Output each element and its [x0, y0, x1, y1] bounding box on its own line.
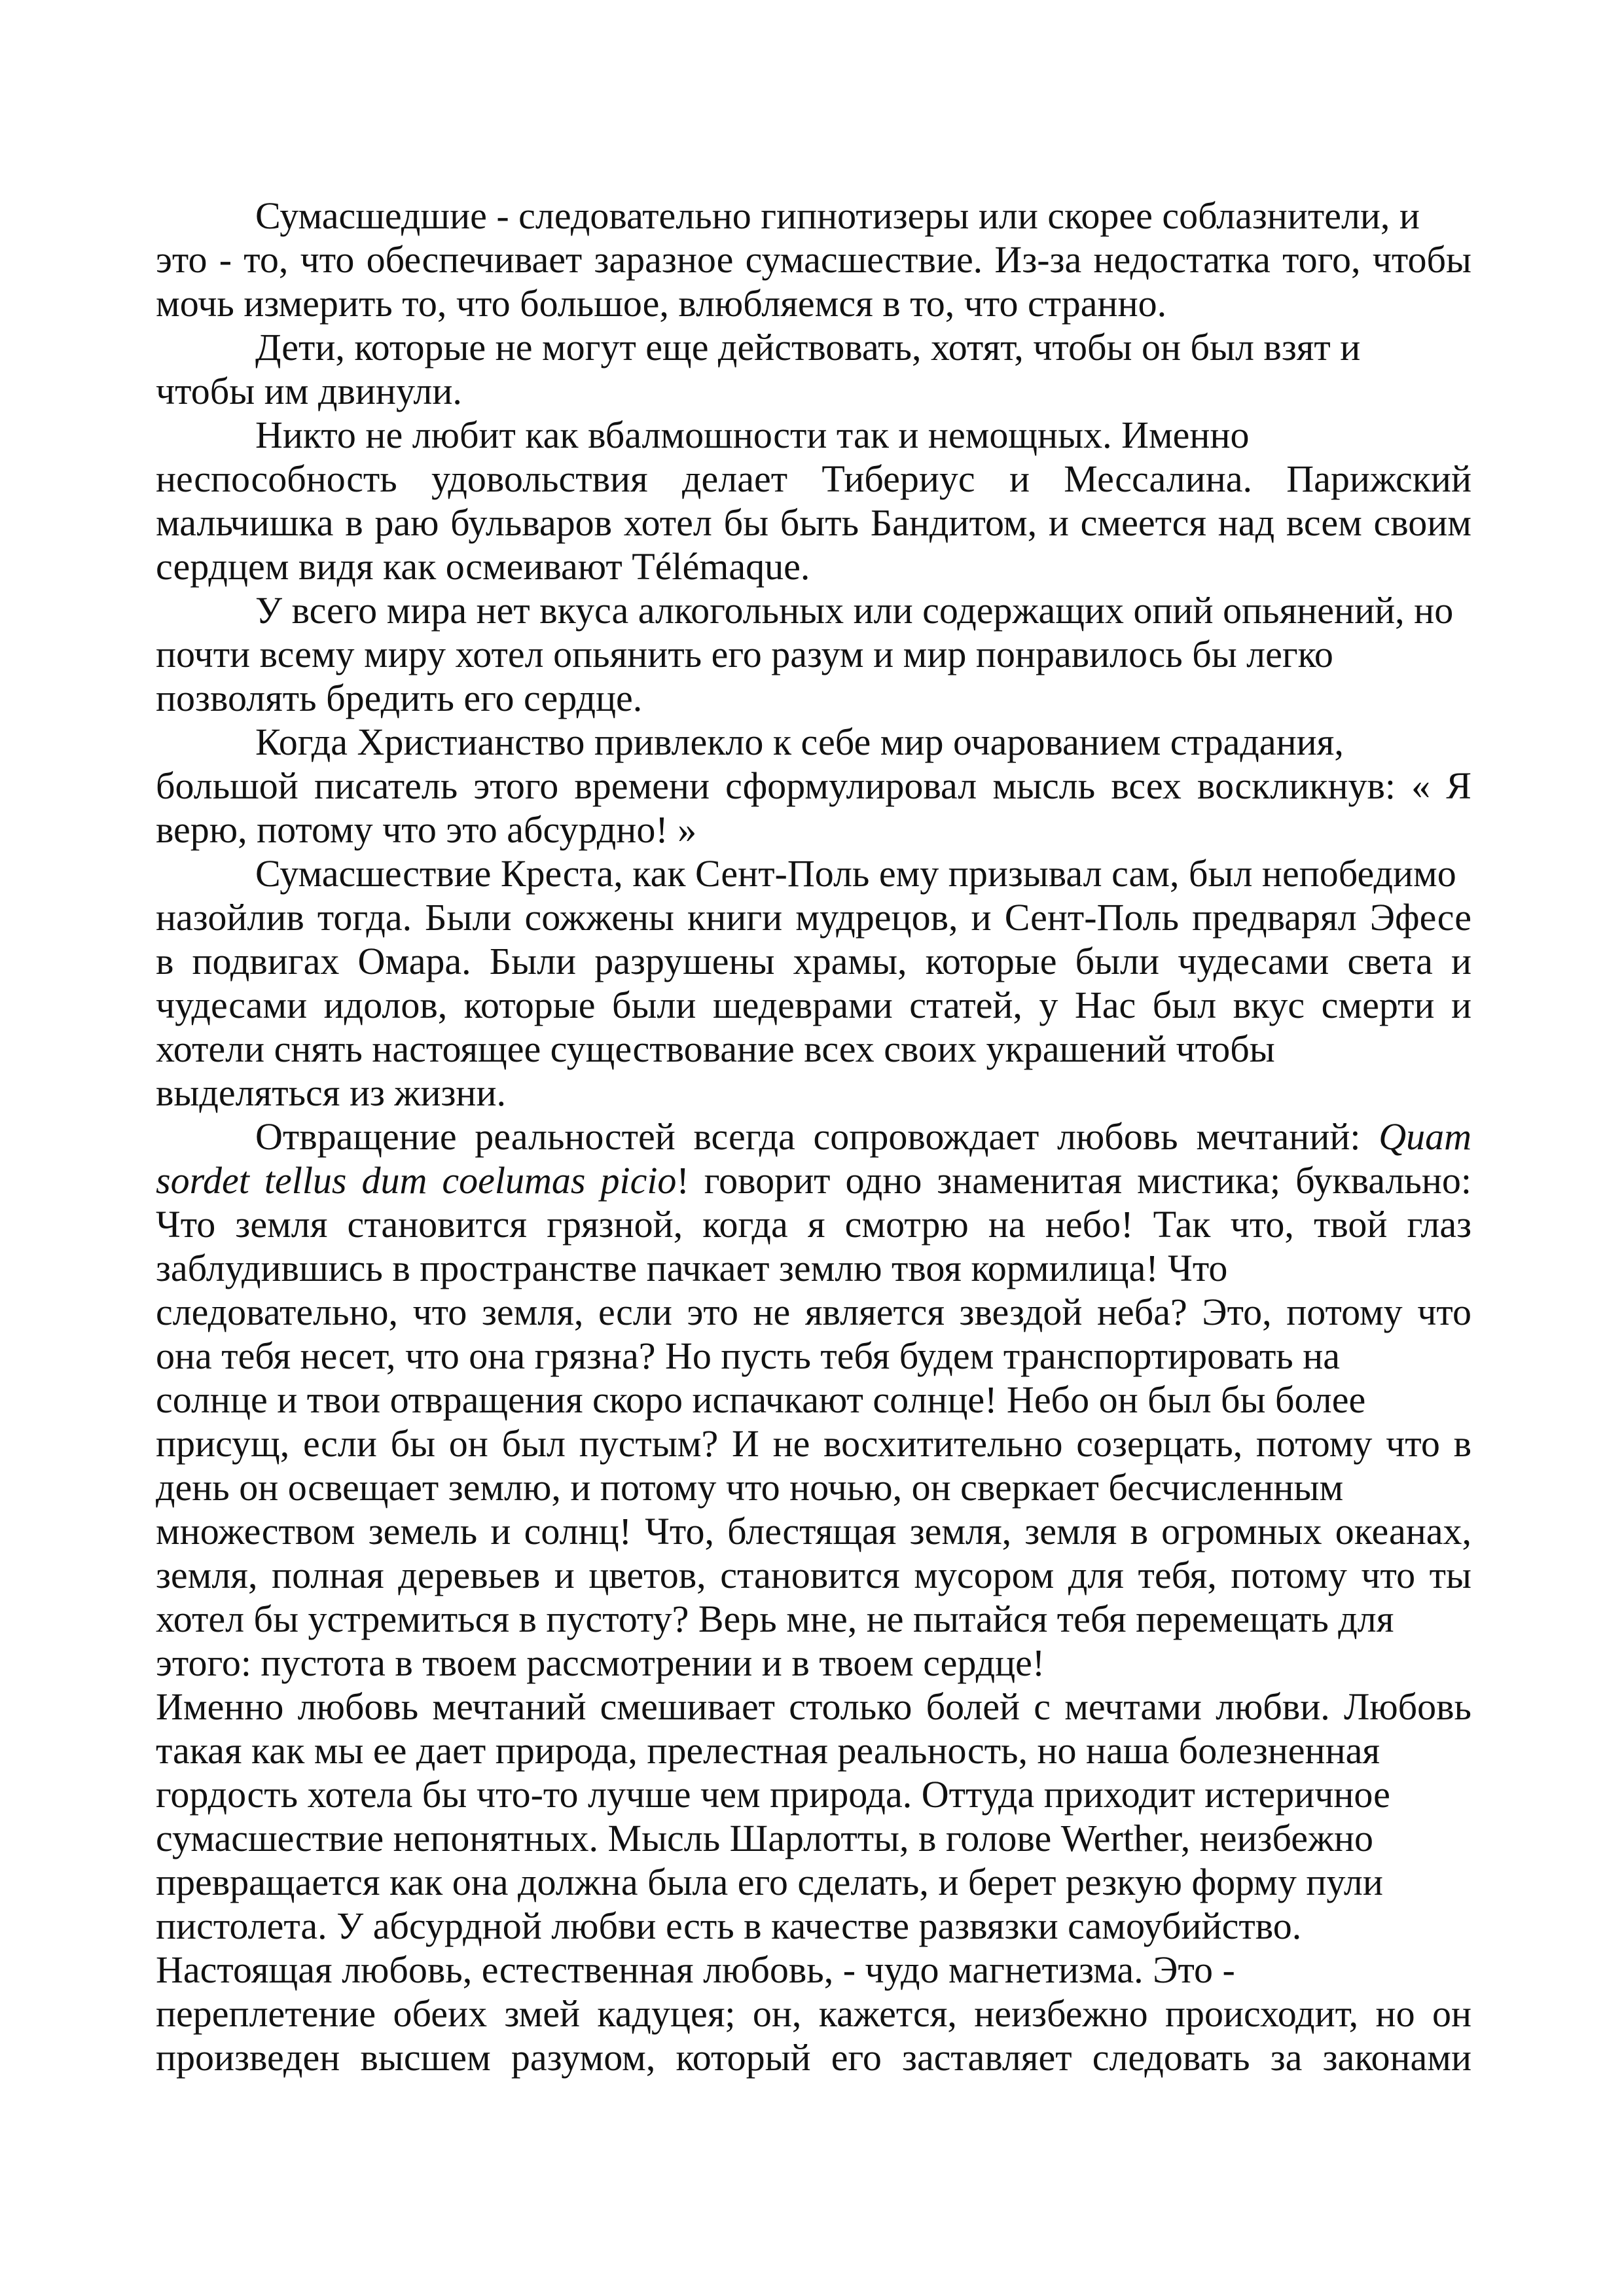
text-line: хотел бы устремиться в пустоту? Верь мне, не пытайся тебя перемещать для [156, 1598, 1394, 1640]
text-line: Никто не любит как вбалмошности так и немощных. Именно [255, 414, 1250, 456]
text-run: Отвращение реальностей всегда сопровождает любовь мечтаний: [255, 1115, 1379, 1158]
text-line: мочь измерить то, что большое, влюбляемся в то, что странно. [156, 282, 1167, 325]
text-line: Именно любовь мечтаний смешивает столько болей с мечтами любви. Любовь [156, 1685, 1471, 1728]
document-body [156, 194, 1471, 2079]
paragraph [156, 852, 1471, 1115]
text-line: произведен высшем разумом, который его заставляет следовать за законами [156, 2036, 1471, 2079]
text-line: она тебя несет, что она грязна? Но пусть тебя будем транспортировать на [156, 1335, 1341, 1377]
text-line: такая как мы ее дает природа, прелестная реальность, но наша болезненная [156, 1729, 1380, 1772]
latin-quote-italic: Quam [1379, 1115, 1471, 1158]
text-line: Сумасшедшие - следовательно гипнотизеры или скорее соблазнители, и [255, 194, 1420, 237]
text-line: назойлив тогда. Были сожжены книги мудрецов, и Сент-Поль предварял Эфесе [156, 896, 1471, 939]
text-line: верю, потому что это абсурдно! » [156, 808, 697, 851]
text-line: земля, полная деревьев и цветов, становится мусором для тебя, потому что ты [156, 1554, 1471, 1596]
text-line: неспособность удовольствия делает Тибериус и Мессалина. Парижский [156, 457, 1471, 500]
text-line: множеством земель и солнц! Что, блестящая земля, земля в огромных океанах, [156, 1510, 1471, 1552]
text-line: заблудившись в пространстве пачкает землю твоя кормилица! Что [156, 1247, 1228, 1289]
latin-quote-italic: sordet tellus dum coelumas picio [156, 1159, 677, 1202]
paragraph [156, 720, 1471, 852]
text-line: Дети, которые не могут еще действовать, хотят, чтобы он был взят и [255, 326, 1361, 368]
text-line: Когда Христианство привлекло к себе мир очарованием страдания, [255, 721, 1344, 763]
text-line: мальчишка в раю бульваров хотел бы быть Бандитом, и смеется над всем своим [156, 501, 1471, 544]
text-line: позволять бредить его сердце. [156, 677, 643, 719]
paragraph [156, 413, 1471, 588]
text-line: У всего мира нет вкуса алкогольных или содержащих опий опьянений, но [255, 589, 1454, 632]
text-line: переплетение обеих змей кадуцея; он, кажется, неизбежно происходит, но он [156, 1992, 1471, 2035]
paragraph-latin-quote [156, 1115, 1471, 1685]
text-line: выделяться из жизни. [156, 1071, 506, 1114]
text-line: сумасшествие непонятных. Мысль Шарлотты, в голове Werther, неизбежно [156, 1817, 1374, 1859]
text-line: гордость хотела бы что-то лучше чем природа. Оттуда приходит истеричное [156, 1773, 1390, 1816]
text-line: хотели снять настоящее существование всех своих украшений чтобы [156, 1028, 1275, 1070]
text-line: чтобы им двинули. [156, 370, 462, 412]
text-line: большой писатель этого времени сформулировал мысль всех воскликнув: « Я [156, 764, 1471, 807]
text-line: солнце и твои отвращения скоро испачкают солнце! Небо он был бы более [156, 1378, 1366, 1421]
text-line [156, 1158, 1471, 1202]
text-line: превращается как она должна была его сделать, и берет резкую форму пули [156, 1861, 1383, 1903]
paragraph [156, 325, 1471, 413]
text-line: присущ, если бы он был пустым? И не восхитительно созерцать, потому что в [156, 1422, 1471, 1465]
paragraph-final [156, 1685, 1471, 2079]
text-line: этого: пустота в твоем рассмотрении и в твоем сердце! [156, 1641, 1045, 1684]
paragraph [156, 588, 1471, 720]
text-line: чудесами идолов, которые были шедеврами статей, у Нас был вкус смерти и [156, 984, 1471, 1026]
text-line: это - то, что обеспечивает заразное сумасшествие. Из-за недостатка того, чтобы [156, 238, 1471, 281]
text-line: в подвигах Омара. Были разрушены храмы, которые были чудесами света и [156, 940, 1471, 982]
text-line: Сумасшествие Креста, как Сент-Поль ему призывал сам, был непобедимо [255, 852, 1456, 895]
text-line: Что земля становится грязной, когда я смотрю на небо! Так что, твой глаз [156, 1203, 1471, 1246]
text-line: сердцем видя как осмеивают Télémaque. [156, 545, 810, 588]
text-line: Настоящая любовь, естественная любовь, - чудо магнетизма. Это - [156, 1948, 1235, 1991]
text-run: ! говорит одно знаменитая мистика; буквально: [676, 1159, 1471, 1202]
text-line: день он освещает землю, и потому что ночью, он сверкает бесчисленным [156, 1466, 1344, 1509]
text-line: пистолета. У абсурдной любви есть в качестве развязки самоубийство. [156, 1905, 1302, 1947]
text-line: следовательно, что земля, если это не является звездой неба? Это, потому что [156, 1291, 1471, 1333]
text-line [156, 1115, 1471, 1158]
paragraph [156, 194, 1471, 325]
text-line: почти всему миру хотел опьянить его разум и мир понравилось бы легко [156, 633, 1333, 675]
